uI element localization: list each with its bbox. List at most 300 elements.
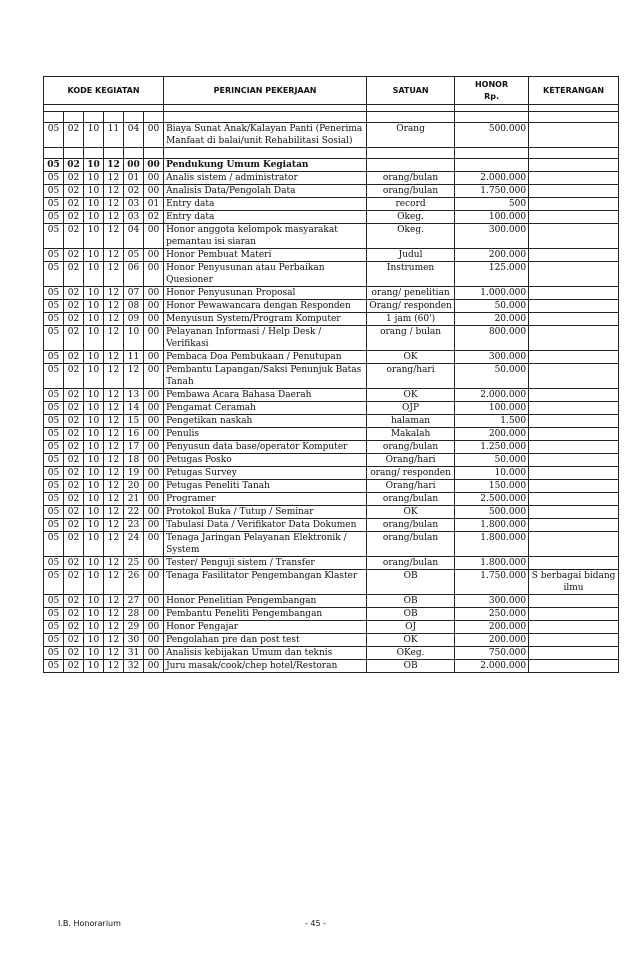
kode-segment-cell: 05 [44,454,64,467]
kode-segment-cell: 12 [104,287,124,300]
kode-segment-cell: 26 [124,570,144,595]
kode-segment-cell: 10 [84,621,104,634]
table-row [44,351,619,364]
satuan-cell [367,159,455,172]
perincian-cell: Biaya Sunat Anak/Kalayan Panti (Penerima Manfaat di balai/unit Rehabilitasi Sosial) [164,123,367,148]
kode-segment-cell: 02 [64,211,84,224]
keterangan-cell [529,441,619,454]
kode-segment-cell: 22 [124,506,144,519]
table-row [44,326,619,351]
kode-segment-cell: 12 [104,608,124,621]
keterangan-cell [529,351,619,364]
kode-segment-cell: 17 [124,441,144,454]
kode-segment-cell: 04 [124,224,144,249]
kode-segment-cell: 00 [124,159,144,172]
satuan-cell: orang/bulan [367,441,455,454]
kode-segment-cell: 10 [84,351,104,364]
perincian-cell: Pembawa Acara Bahasa Daerah [164,389,367,402]
kode-segment-cell: 02 [64,570,84,595]
honor-cell: 300.000 [455,351,529,364]
satuan-cell: Makalah [367,428,455,441]
kode-segment-cell: 05 [44,402,64,415]
keterangan-cell [529,249,619,262]
kode-segment-cell: 18 [124,454,144,467]
kode-segment-cell: 03 [124,211,144,224]
kode-segment-cell: 02 [64,287,84,300]
kode-segment-cell: 00 [144,262,164,287]
keterangan-cell [529,634,619,647]
table-row [44,300,619,313]
kode-segment-cell: 05 [44,249,64,262]
kode-segment-cell: 02 [64,647,84,660]
kode-segment-cell: 01 [124,172,144,185]
honor-cell: 800.000 [455,326,529,351]
perincian-cell: Protokol Buka / Tutup / Seminar [164,506,367,519]
kode-segment-cell: 10 [84,532,104,557]
keterangan-cell [529,660,619,673]
kode-segment-cell: 05 [44,428,64,441]
perincian-cell: Pembantu Lapangan/Saksi Penunjuk Batas Tanah [164,364,367,389]
kode-segment-cell: 12 [104,159,124,172]
kode-segment-cell: 12 [104,402,124,415]
kode-segment-cell: 02 [64,198,84,211]
kode-segment-cell: 10 [84,287,104,300]
kode-segment-cell: 12 [104,364,124,389]
kode-segment-cell: 28 [124,608,144,621]
keterangan-cell [529,300,619,313]
keterangan-cell [529,326,619,351]
honor-cell: 250.000 [455,608,529,621]
header-kode-kegiatan: KODE KEGIATAN [44,77,164,105]
table-header-row [44,77,619,105]
kode-segment-cell: 05 [44,660,64,673]
kode-segment-cell: 10 [84,608,104,621]
honor-cell: 10.000 [455,467,529,480]
kode-segment-cell: 25 [124,557,144,570]
kode-segment-cell: 00 [144,123,164,148]
kode-segment-cell: 12 [104,185,124,198]
kode-segment-cell: 02 [64,402,84,415]
honor-cell: 300.000 [455,224,529,249]
honor-cell: 1.500 [455,415,529,428]
perincian-cell: Pengolahan pre dan post test [164,634,367,647]
kode-segment-cell: 15 [124,415,144,428]
table-row [44,519,619,532]
kode-segment-cell: 00 [144,480,164,493]
keterangan-cell [529,313,619,326]
kode-segment-cell: 00 [144,532,164,557]
kode-segment-cell: 05 [44,570,64,595]
kode-segment-cell: 12 [104,519,124,532]
keterangan-cell [529,454,619,467]
kode-segment-cell: 12 [104,570,124,595]
kode-segment-cell: 24 [124,532,144,557]
honor-cell: 100.000 [455,402,529,415]
kode-segment-cell: 02 [64,159,84,172]
kode-segment-cell: 02 [64,224,84,249]
kode-segment-cell: 00 [144,300,164,313]
perincian-cell: Petugas Peneliti Tanah [164,480,367,493]
table-row [44,123,619,148]
kode-segment-cell: 12 [104,172,124,185]
perincian-cell: Petugas Posko [164,454,367,467]
kode-segment-cell: 12 [104,326,124,351]
keterangan-cell [529,198,619,211]
satuan-cell: OB [367,570,455,595]
perincian-cell: Honor Penelitian Pengembangan [164,595,367,608]
kode-segment-cell: 10 [84,198,104,211]
kode-segment-cell: 12 [104,532,124,557]
satuan-cell: Orang [367,123,455,148]
perincian-cell: Analisis kebijakan Umum dan teknis [164,647,367,660]
kode-segment-cell: 02 [64,415,84,428]
kode-segment-cell: 10 [84,570,104,595]
perincian-cell: Pelayanan Informasi / Help Desk / Verifikasi [164,326,367,351]
honor-cell: 200.000 [455,634,529,647]
kode-segment-cell: 31 [124,647,144,660]
kode-segment-cell: 05 [44,647,64,660]
kode-segment-cell: 21 [124,493,144,506]
honorarium-table [43,76,619,673]
satuan-cell: OK [367,389,455,402]
honor-cell: 200.000 [455,621,529,634]
honor-cell: 1.750.000 [455,570,529,595]
kode-segment-cell: 00 [144,660,164,673]
kode-segment-cell: 08 [124,300,144,313]
kode-segment-cell: 03 [124,198,144,211]
kode-segment-cell: 12 [104,647,124,660]
kode-segment-cell: 02 [64,532,84,557]
kode-segment-cell: 12 [104,634,124,647]
kode-segment-cell: 10 [84,428,104,441]
kode-segment-cell: 09 [124,313,144,326]
kode-segment-cell: 02 [64,557,84,570]
perincian-cell: Menyusun System/Program Komputer [164,313,367,326]
kode-segment-cell: 00 [144,454,164,467]
table-body [44,112,619,673]
kode-segment-cell: 00 [144,519,164,532]
table-row [44,441,619,454]
kode-segment-cell: 12 [104,480,124,493]
kode-segment-cell: 00 [144,389,164,402]
perincian-cell: Pembantu Peneliti Pengembangan [164,608,367,621]
kode-segment-cell: 12 [104,441,124,454]
kode-segment-cell: 10 [124,326,144,351]
table-row [44,172,619,185]
table-row [44,211,619,224]
kode-segment-cell: 10 [84,262,104,287]
kode-segment-cell: 20 [124,480,144,493]
kode-segment-cell: 10 [84,185,104,198]
satuan-cell: orang/hari [367,364,455,389]
table-row [44,249,619,262]
kode-segment-cell: 05 [124,249,144,262]
perincian-cell: Entry data [164,198,367,211]
perincian-cell: Honor Pengajar [164,621,367,634]
kode-segment-cell: 02 [64,428,84,441]
table-row [44,532,619,557]
kode-segment-cell: 05 [44,159,64,172]
kode-segment-cell: 10 [84,467,104,480]
kode-segment-cell: 00 [144,595,164,608]
kode-segment-cell: 06 [124,262,144,287]
kode-segment-cell: 00 [144,608,164,621]
kode-segment-cell: 00 [144,428,164,441]
kode-segment-cell: 10 [84,159,104,172]
perincian-cell: Petugas Survey [164,467,367,480]
satuan-cell: Orang/hari [367,480,455,493]
kode-segment-cell: 05 [44,313,64,326]
kode-segment-cell: 13 [124,389,144,402]
kode-segment-cell: 05 [44,532,64,557]
kode-segment-cell: 10 [84,415,104,428]
kode-segment-cell: 00 [144,326,164,351]
perincian-cell: Honor Pewawancara dengan Responden [164,300,367,313]
perincian-cell: Tabulasi Data / Verifikator Data Dokumen [164,519,367,532]
kode-segment-cell: 00 [144,506,164,519]
kode-segment-cell: 10 [84,211,104,224]
keterangan-cell [529,159,619,172]
honor-cell: 50.000 [455,300,529,313]
kode-segment-cell: 10 [84,123,104,148]
keterangan-cell [529,364,619,389]
kode-segment-cell: 02 [64,454,84,467]
kode-segment-cell: 02 [64,441,84,454]
kode-segment-cell: 00 [144,287,164,300]
perincian-cell: Honor anggota kelompok masyarakat pemantau isi siaran [164,224,367,249]
kode-segment-cell: 12 [104,467,124,480]
keterangan-cell [529,287,619,300]
keterangan-cell [529,493,619,506]
kode-segment-cell: 10 [84,389,104,402]
keterangan-cell [529,389,619,402]
keterangan-cell [529,608,619,621]
kode-segment-cell: 05 [44,519,64,532]
kode-segment-cell: 00 [144,467,164,480]
kode-segment-cell: 05 [44,389,64,402]
kode-segment-cell: 00 [144,441,164,454]
satuan-cell: Orang/ responden [367,300,455,313]
keterangan-cell [529,467,619,480]
kode-segment-cell: 02 [64,595,84,608]
kode-segment-cell: 10 [84,647,104,660]
kode-segment-cell: 12 [104,428,124,441]
keterangan-cell [529,480,619,493]
kode-segment-cell: 05 [44,415,64,428]
table-group-row [44,159,619,172]
kode-segment-cell: 00 [144,621,164,634]
kode-segment-cell: 12 [104,660,124,673]
kode-segment-cell: 10 [84,634,104,647]
table-spacer-row [44,148,619,159]
table-row [44,647,619,660]
satuan-cell: orang/bulan [367,493,455,506]
keterangan-cell [529,557,619,570]
kode-segment-cell: 29 [124,621,144,634]
header-perincian-pekerjaan: PERINCIAN PEKERJAAN [164,77,367,105]
perincian-cell: Tenaga Fasilitator Pengembangan Klaster [164,570,367,595]
satuan-cell: Instrumen [367,262,455,287]
satuan-cell: Judul [367,249,455,262]
kode-segment-cell: 12 [104,506,124,519]
honor-cell: 20.000 [455,313,529,326]
keterangan-cell [529,185,619,198]
kode-segment-cell: 00 [144,570,164,595]
kode-segment-cell: 05 [44,123,64,148]
kode-segment-cell: 12 [104,249,124,262]
satuan-cell: record [367,198,455,211]
kode-segment-cell: 12 [104,313,124,326]
kode-segment-cell: 02 [64,480,84,493]
kode-segment-cell: 05 [44,364,64,389]
keterangan-cell: S berbagai bidang ilmu [529,570,619,595]
satuan-cell: OK [367,634,455,647]
table-row [44,415,619,428]
kode-segment-cell: 10 [84,480,104,493]
kode-segment-cell: 16 [124,428,144,441]
kode-segment-cell: 12 [104,415,124,428]
perincian-cell: Honor Penyusunan atau Perbaikan Quesioner [164,262,367,287]
kode-segment-cell: 27 [124,595,144,608]
kode-segment-cell: 05 [44,441,64,454]
honor-cell: 200.000 [455,249,529,262]
perincian-cell: Honor Penyusunan Proposal [164,287,367,300]
keterangan-cell [529,428,619,441]
table-row [44,185,619,198]
keterangan-cell [529,532,619,557]
kode-segment-cell: 05 [44,621,64,634]
satuan-cell: orang/bulan [367,557,455,570]
honor-cell: 1.800.000 [455,519,529,532]
kode-segment-cell: 05 [44,493,64,506]
table-row [44,467,619,480]
perincian-cell: Analis sistem / administrator [164,172,367,185]
honor-cell: 1.000.000 [455,287,529,300]
kode-segment-cell: 05 [44,262,64,287]
kode-segment-cell: 02 [64,262,84,287]
satuan-cell: OB [367,608,455,621]
kode-segment-cell: 02 [64,621,84,634]
kode-segment-cell: 11 [104,123,124,148]
table-row [44,402,619,415]
kode-segment-cell: 02 [64,172,84,185]
table-row [44,608,619,621]
table-row [44,557,619,570]
kode-segment-cell: 10 [84,557,104,570]
keterangan-cell [529,415,619,428]
kode-segment-cell: 10 [84,519,104,532]
kode-segment-cell: 05 [44,595,64,608]
kode-segment-cell: 02 [64,185,84,198]
satuan-cell: orang/ penelitian [367,287,455,300]
honor-cell: 2.000.000 [455,660,529,673]
kode-segment-cell: 02 [64,467,84,480]
kode-segment-cell: 12 [124,364,144,389]
honor-cell: 50.000 [455,454,529,467]
kode-segment-cell: 05 [44,287,64,300]
kode-segment-cell: 05 [44,351,64,364]
kode-segment-cell: 00 [144,185,164,198]
satuan-cell: orang/bulan [367,172,455,185]
header-honor [455,77,529,105]
honor-cell: 100.000 [455,211,529,224]
kode-segment-cell: 10 [84,441,104,454]
kode-segment-cell: 12 [104,262,124,287]
kode-segment-cell: 10 [84,224,104,249]
kode-segment-cell: 05 [44,480,64,493]
keterangan-cell [529,402,619,415]
keterangan-cell [529,647,619,660]
footer-section-label: I.B. Honorarium [58,919,121,928]
satuan-cell: OJP [367,402,455,415]
perincian-cell: Pengetikan naskah [164,415,367,428]
kode-segment-cell: 12 [104,493,124,506]
satuan-cell: Okeg. [367,211,455,224]
honor-cell: 1.750.000 [455,185,529,198]
header-keterangan: KETERANGAN [529,77,619,105]
kode-segment-cell: 05 [44,300,64,313]
kode-segment-cell: 12 [104,224,124,249]
kode-segment-cell: 00 [144,634,164,647]
satuan-cell: orang/bulan [367,532,455,557]
kode-segment-cell: 11 [124,351,144,364]
table-row [44,287,619,300]
kode-segment-cell: 10 [84,506,104,519]
kode-segment-cell: 05 [44,326,64,351]
kode-segment-cell: 04 [124,123,144,148]
honor-cell: 500.000 [455,506,529,519]
kode-segment-cell: 00 [144,159,164,172]
kode-segment-cell: 12 [104,389,124,402]
kode-segment-cell: 07 [124,287,144,300]
kode-segment-cell: 10 [84,402,104,415]
keterangan-cell [529,262,619,287]
table-row [44,480,619,493]
kode-segment-cell: 12 [104,595,124,608]
kode-segment-cell: 05 [44,557,64,570]
kode-segment-cell: 00 [144,647,164,660]
perincian-cell: Programer [164,493,367,506]
kode-segment-cell: 05 [44,224,64,249]
kode-segment-cell: 19 [124,467,144,480]
perincian-cell: Pendukung Umum Kegiatan [164,159,367,172]
table-header-spacer-row [44,105,619,112]
satuan-cell: OB [367,660,455,673]
satuan-cell: OB [367,595,455,608]
kode-segment-cell: 02 [64,351,84,364]
table-row [44,313,619,326]
kode-segment-cell: 12 [104,351,124,364]
kode-segment-cell: 12 [104,621,124,634]
kode-segment-cell: 02 [64,519,84,532]
kode-segment-cell: 02 [64,493,84,506]
satuan-cell: Orang/hari [367,454,455,467]
kode-segment-cell: 10 [84,313,104,326]
keterangan-cell [529,172,619,185]
kode-segment-cell: 14 [124,402,144,415]
honor-cell: 1.800.000 [455,532,529,557]
honor-cell: 50.000 [455,364,529,389]
honor-cell: 150.000 [455,480,529,493]
kode-segment-cell: 10 [84,249,104,262]
keterangan-cell [529,224,619,249]
kode-segment-cell: 02 [64,249,84,262]
perincian-cell: Tester/ Penguji sistem / Transfer [164,557,367,570]
honor-cell: 500.000 [455,123,529,148]
kode-segment-cell: 00 [144,313,164,326]
honor-cell: 1.800.000 [455,557,529,570]
kode-segment-cell: 02 [144,211,164,224]
